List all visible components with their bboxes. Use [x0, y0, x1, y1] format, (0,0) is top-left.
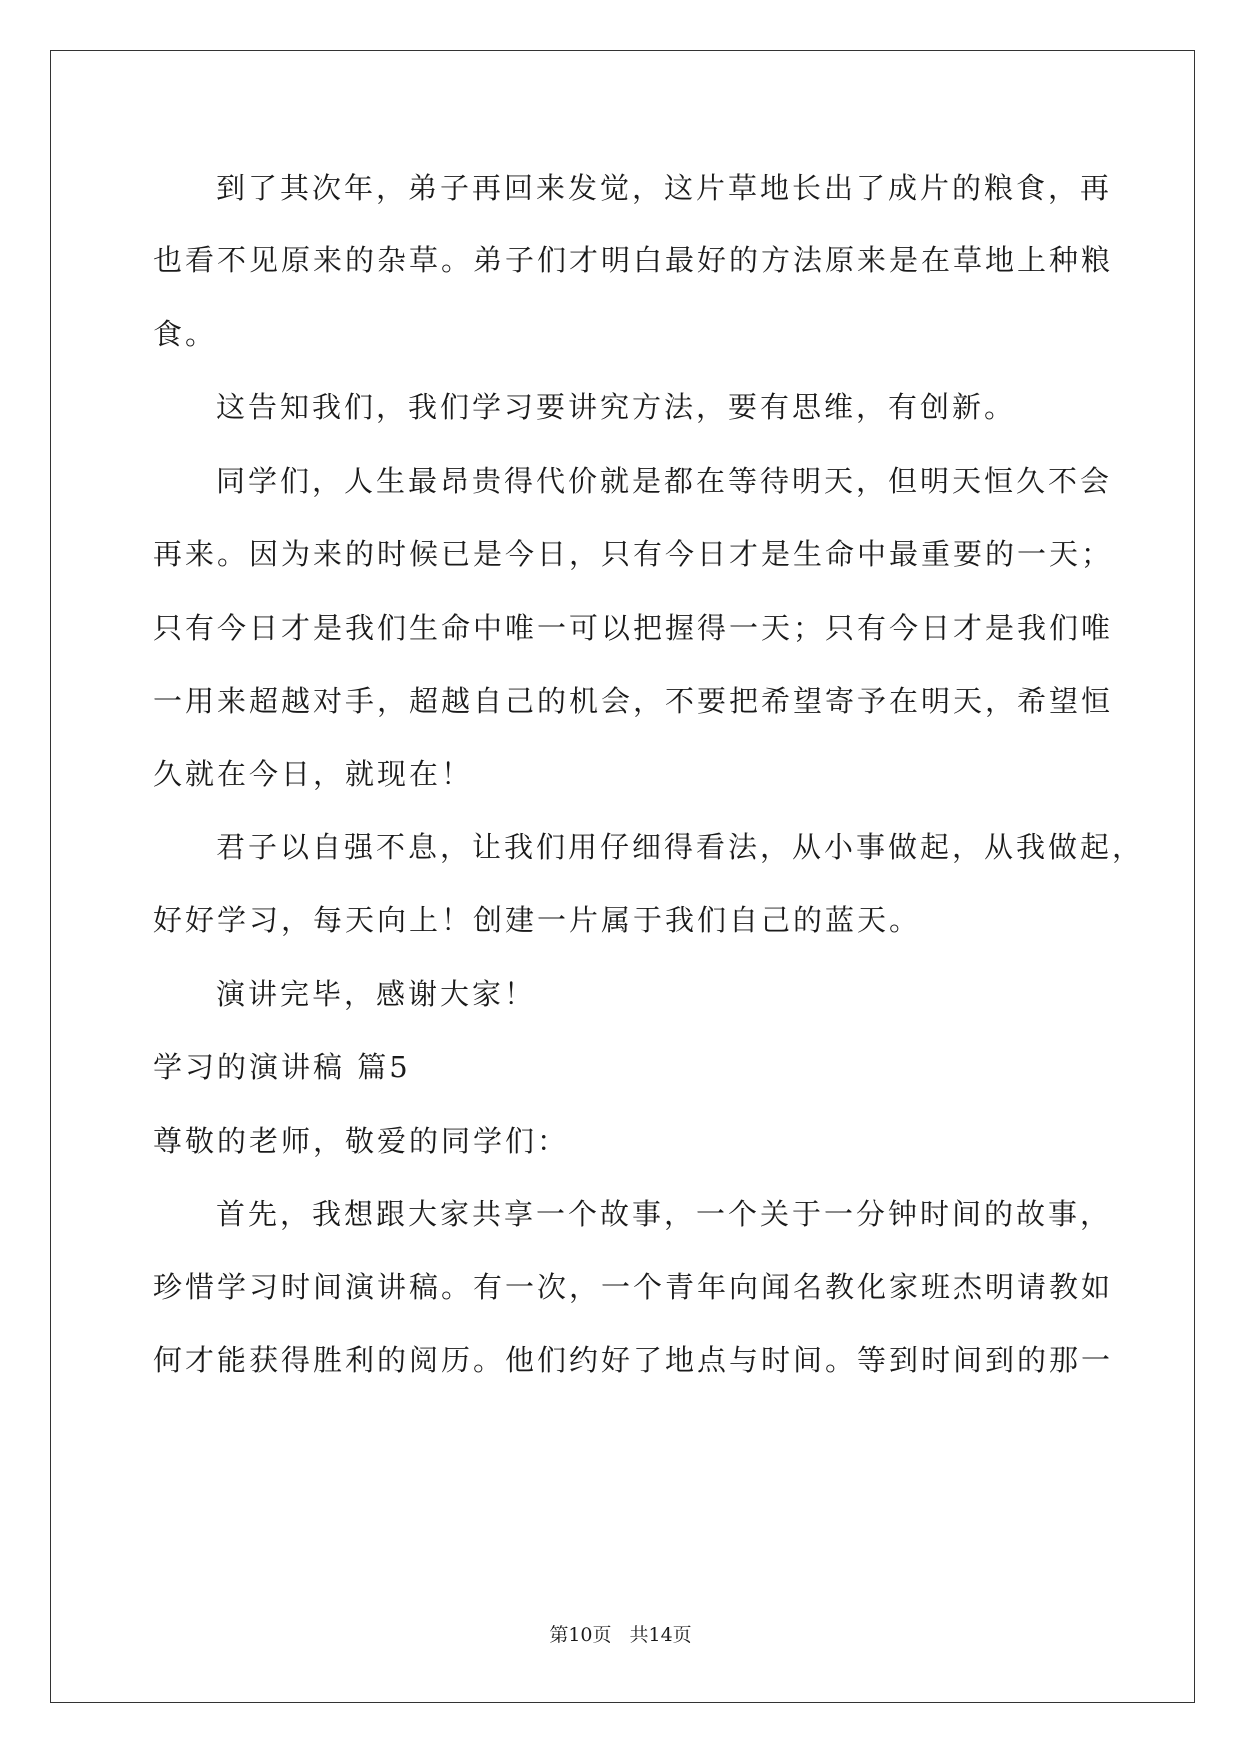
- text-line: 也看不见原来的杂草。弟子们才明白最好的方法原来是在草地上种粮: [153, 243, 1114, 277]
- salutation: 尊敬的老师，敬爱的同学们：: [153, 1124, 570, 1158]
- text-line: 演讲完毕，感谢大家！: [216, 977, 537, 1011]
- text-line: 好好学习，每天向上！创建一片属于我们自己的蓝天。: [153, 903, 922, 937]
- text-line: 久就在今日，就现在！: [153, 757, 474, 791]
- text-line: 同学们，人生最昂贵得代价就是都在等待明天，但明天恒久不会: [216, 464, 1113, 498]
- page-footer: [0, 1623, 1241, 1647]
- text-line: 君子以自强不息，让我们用仔细得看法，从小事做起，从我做起，: [216, 830, 1145, 864]
- section-heading: 学习的演讲稿 篇5: [153, 1050, 411, 1084]
- text-line: 何才能获得胜利的阅历。他们约好了地点与时间。等到时间到的那一: [153, 1343, 1114, 1377]
- text-line: 再来。因为来的时候已是今日，只有今日才是生命中最重要的一天；: [153, 537, 1114, 571]
- text-line: 珍惜学习时间演讲稿。有一次，一个青年向闻名教化家班杰明请教如: [153, 1270, 1114, 1304]
- page-total: 共14页: [629, 1624, 692, 1646]
- text-line: 只有今日才是我们生命中唯一可以把握得一天；只有今日才是我们唯: [153, 611, 1114, 645]
- text-line: 食。: [153, 317, 218, 351]
- text-line: 这告知我们，我们学习要讲究方法，要有思维，有创新。: [216, 390, 1017, 424]
- text-line: 到了其次年，弟子再回来发觉，这片草地长出了成片的粮食，再: [216, 171, 1113, 205]
- text-line: 首先，我想跟大家共享一个故事，一个关于一分钟时间的故事，: [216, 1197, 1113, 1231]
- text-line: 一用来超越对手，超越自己的机会，不要把希望寄予在明天，希望恒: [153, 684, 1114, 718]
- page-border: [50, 50, 1195, 1703]
- page-number: 第10页: [549, 1624, 612, 1646]
